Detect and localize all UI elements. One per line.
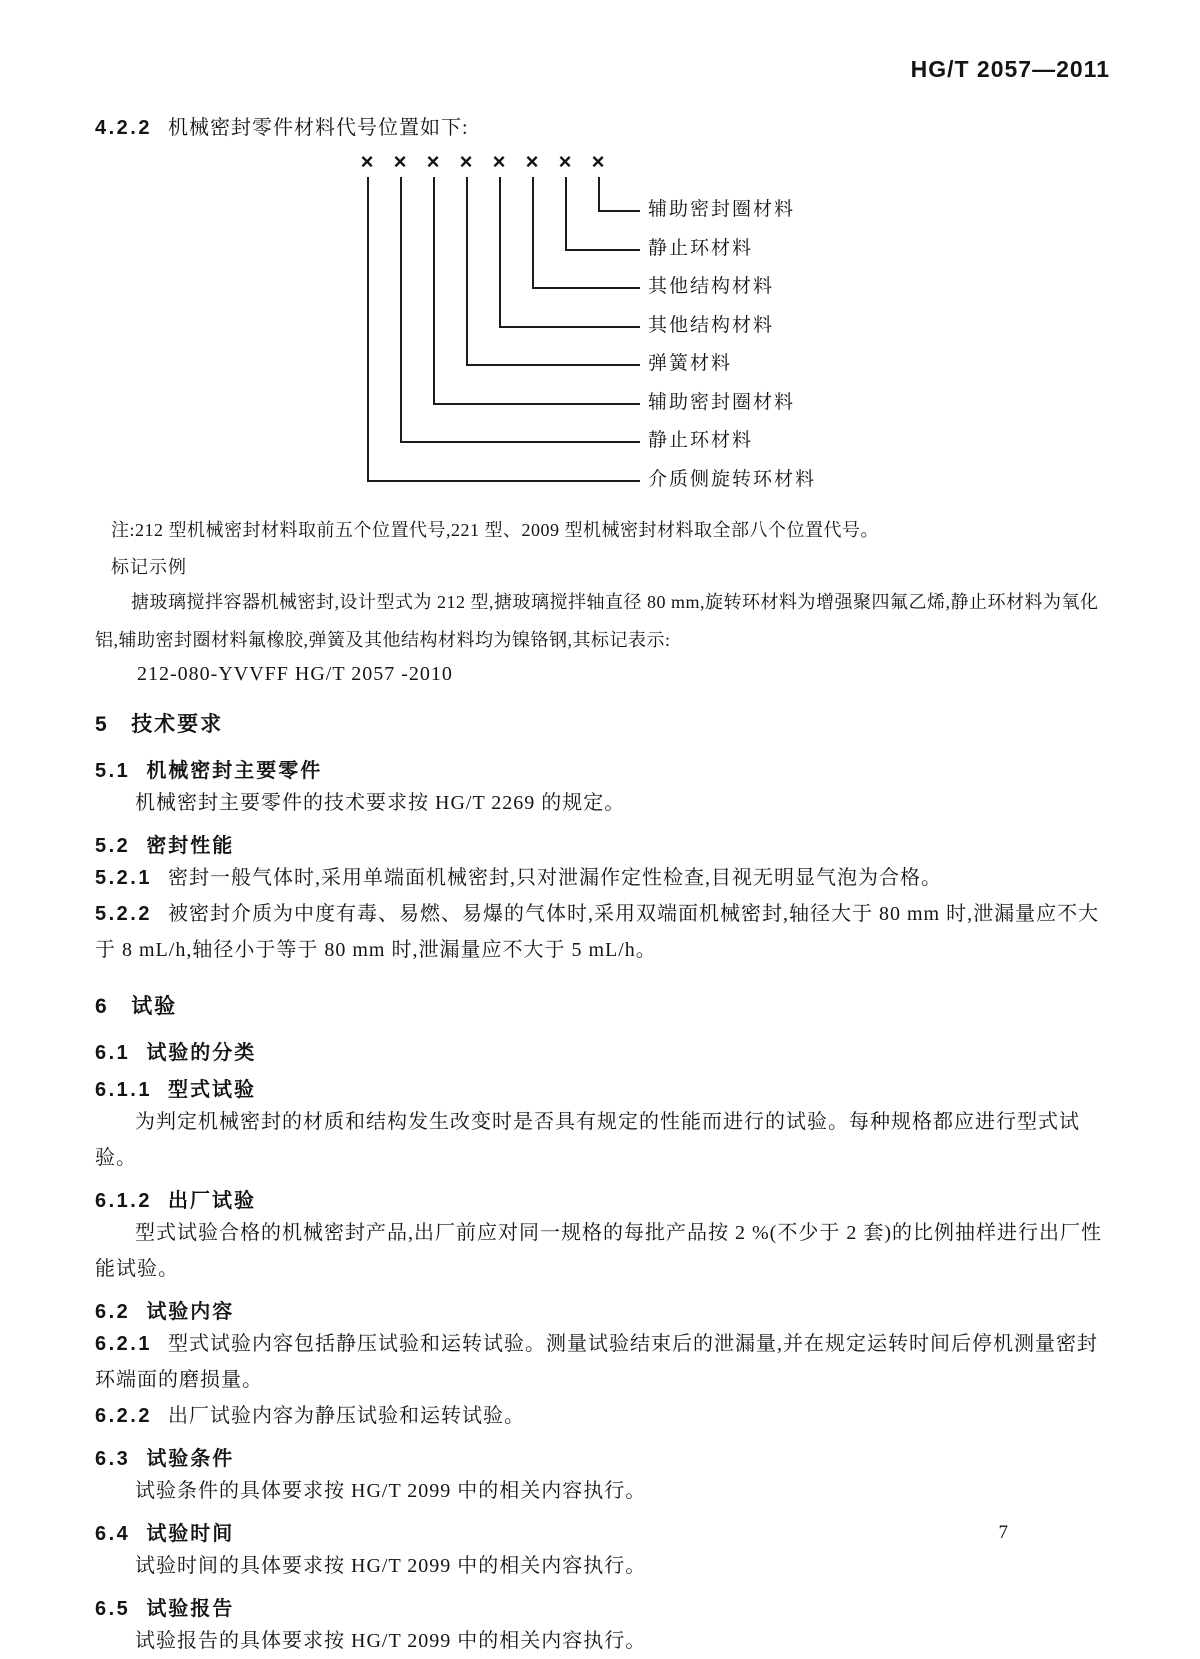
x-position-mark: ×	[558, 149, 572, 174]
diagram-vertical-line	[400, 177, 402, 441]
clause-heading	[95, 1184, 1110, 1213]
clause-text: 试验条件	[146, 1448, 235, 1470]
diagram-label: 静止环材料	[648, 430, 754, 451]
clause-number: 5.2.1	[95, 867, 152, 889]
clause-number: 5.2	[95, 835, 131, 857]
body-sections	[95, 708, 1110, 1659]
clause-text: 型式试验内容包括静压试验和运转试验。测量试验结束后的泄漏量,并在规定运转时间后停机测量密封环端面的磨损量。	[95, 1333, 1098, 1391]
diagram-vertical-line	[367, 177, 369, 480]
clause-text: 被密封介质为中度有毒、易燃、易爆的气体时,采用双端面机械密封,轴径大于 80 mm 时,泄漏量应不大于 8 mL/h,轴径小于等于 80 mm 时,泄漏量应不大于 5 mL/h。	[95, 903, 1100, 961]
clause-text: 试验时间的具体要求按 HG/T 2099 中的相关内容执行。	[135, 1555, 647, 1577]
x-position-mark: ×	[591, 149, 605, 174]
marking-example-text: 搪玻璃搅拌容器机械密封,设计型式为 212 型,搪玻璃搅拌轴直径 80 mm,旋转环材料为增强聚四氟乙烯,静止环材料为氧化铝,辅助密封圈材料氟橡胶,弹簧及其他结构材料均为镍铬钢,其标记表示:	[95, 592, 1099, 650]
clause-text: 密封一般气体时,采用单端面机械密封,只对泄漏作定性检查,目视无明显气泡为合格。	[167, 867, 942, 889]
x-position-mark: ×	[459, 149, 473, 174]
clause-number: 6.5	[95, 1598, 131, 1620]
clause-paragraph	[95, 860, 1110, 896]
clause-number: 6.2	[95, 1301, 131, 1323]
clause-heading	[95, 1036, 1110, 1065]
clause-text: 试验报告的具体要求按 HG/T 2099 中的相关内容执行。	[135, 1630, 647, 1652]
diagram-horizontal-line	[565, 249, 640, 251]
clause-heading	[95, 1073, 1110, 1102]
clause-number: 6.2.1	[95, 1333, 152, 1355]
clause-text: 试验内容	[146, 1301, 235, 1323]
clause-heading	[95, 1295, 1110, 1324]
clause-number: 6.2.2	[95, 1405, 152, 1427]
clause-text: 型式试验	[167, 1079, 256, 1101]
clause-paragraph	[95, 1326, 1110, 1398]
material-code-diagram	[95, 151, 1110, 503]
clause-paragraph	[95, 896, 1110, 968]
clause-text: 型式试验合格的机械密封产品,出厂前应对同一规格的每批产品按 2 %(不少于 2 套)的比例抽样进行出厂性能试验。	[95, 1222, 1102, 1280]
clause-text: 为判定机械密封的材质和结构发生改变时是否具有规定的性能而进行的试验。每种规格都应进行型式试验。	[95, 1111, 1080, 1169]
marking-example-heading: 标记示例	[111, 557, 187, 577]
body-paragraph	[95, 1623, 1110, 1659]
clause-number: 6.1.1	[95, 1079, 152, 1101]
diagram-horizontal-line	[400, 441, 640, 443]
chapter-heading	[95, 708, 1110, 738]
diagram-label: 辅助密封圈材料	[648, 392, 796, 413]
body-paragraph	[95, 785, 1110, 821]
clause-number: 6.4	[95, 1523, 131, 1545]
x-position-mark: ×	[525, 149, 539, 174]
clause-text: 试验	[131, 995, 178, 1018]
note-text: 注:212 型机械密封材料取前五个位置代号,221 型、2009 型机械密封材料取全部八个位置代号。	[111, 520, 879, 540]
x-position-mark: ×	[360, 149, 374, 174]
clause-text: 试验的分类	[146, 1042, 257, 1064]
clause-number: 6.1	[95, 1042, 131, 1064]
clause-number: 6.3	[95, 1448, 131, 1470]
clause-number: 5.1	[95, 760, 131, 782]
clause-text: 出厂试验	[167, 1190, 256, 1212]
diagram-vertical-line	[433, 177, 435, 403]
clause-text: 技术要求	[131, 713, 224, 736]
x-position-mark: ×	[426, 149, 440, 174]
diagram-vertical-line	[466, 177, 468, 364]
clause-number: 6.1.2	[95, 1190, 152, 1212]
body-paragraph	[95, 1104, 1110, 1176]
diagram-vertical-line	[499, 177, 501, 326]
diagram-label: 辅助密封圈材料	[648, 199, 796, 220]
diagram-label: 其他结构材料	[648, 276, 775, 297]
clause-number: 6	[95, 995, 110, 1018]
clause-paragraph	[95, 1398, 1110, 1434]
diagram-horizontal-line	[433, 403, 640, 405]
clause-text: 机械密封零件材料代号位置如下:	[167, 117, 469, 139]
clause-number: 5.2.2	[95, 903, 152, 925]
diagram-label: 弹簧材料	[648, 353, 733, 374]
clause-4-2-2	[95, 109, 1110, 147]
x-position-mark: ×	[492, 149, 506, 174]
clause-text: 机械密封主要零件	[146, 760, 323, 782]
diagram-horizontal-line	[532, 287, 640, 289]
clause-text: 试验条件的具体要求按 HG/T 2099 中的相关内容执行。	[135, 1480, 647, 1502]
chapter-heading	[95, 990, 1110, 1020]
body-paragraph	[95, 1473, 1110, 1509]
x-position-mark: ×	[393, 149, 407, 174]
clause-heading	[95, 1592, 1110, 1621]
clause-number: 5	[95, 713, 110, 736]
diagram-vertical-line	[565, 177, 567, 249]
diagram-horizontal-line	[466, 364, 640, 366]
diagram-vertical-line	[598, 177, 600, 210]
clause-heading	[95, 754, 1110, 783]
clause-text: 试验时间	[146, 1523, 235, 1545]
diagram-horizontal-line	[598, 210, 640, 212]
diagram-label: 其他结构材料	[648, 315, 775, 336]
clause-text: 密封性能	[146, 835, 235, 857]
diagram-vertical-line	[532, 177, 534, 287]
diagram-horizontal-line	[499, 326, 640, 328]
diagram-label: 静止环材料	[648, 238, 754, 259]
body-paragraph	[95, 1215, 1110, 1287]
clause-text: 试验报告	[146, 1598, 235, 1620]
diagram-horizontal-line	[367, 480, 640, 482]
clause-heading	[95, 829, 1110, 858]
body-paragraph	[95, 1548, 1110, 1584]
clause-text: 机械密封主要零件的技术要求按 HG/T 2269 的规定。	[135, 792, 626, 814]
clause-heading	[95, 1517, 1110, 1546]
clause-heading	[95, 1442, 1110, 1471]
marking-example-code: 212-080-YVVFF HG/T 2057 -2010	[137, 663, 453, 685]
doc-code: HG/T 2057—2011	[910, 56, 1110, 82]
clause-text: 出厂试验内容为静压试验和运转试验。	[167, 1405, 525, 1427]
diagram-label: 介质侧旋转环材料	[648, 469, 817, 490]
page-number: 7	[998, 1522, 1008, 1543]
clause-number: 4.2.2	[95, 117, 152, 139]
